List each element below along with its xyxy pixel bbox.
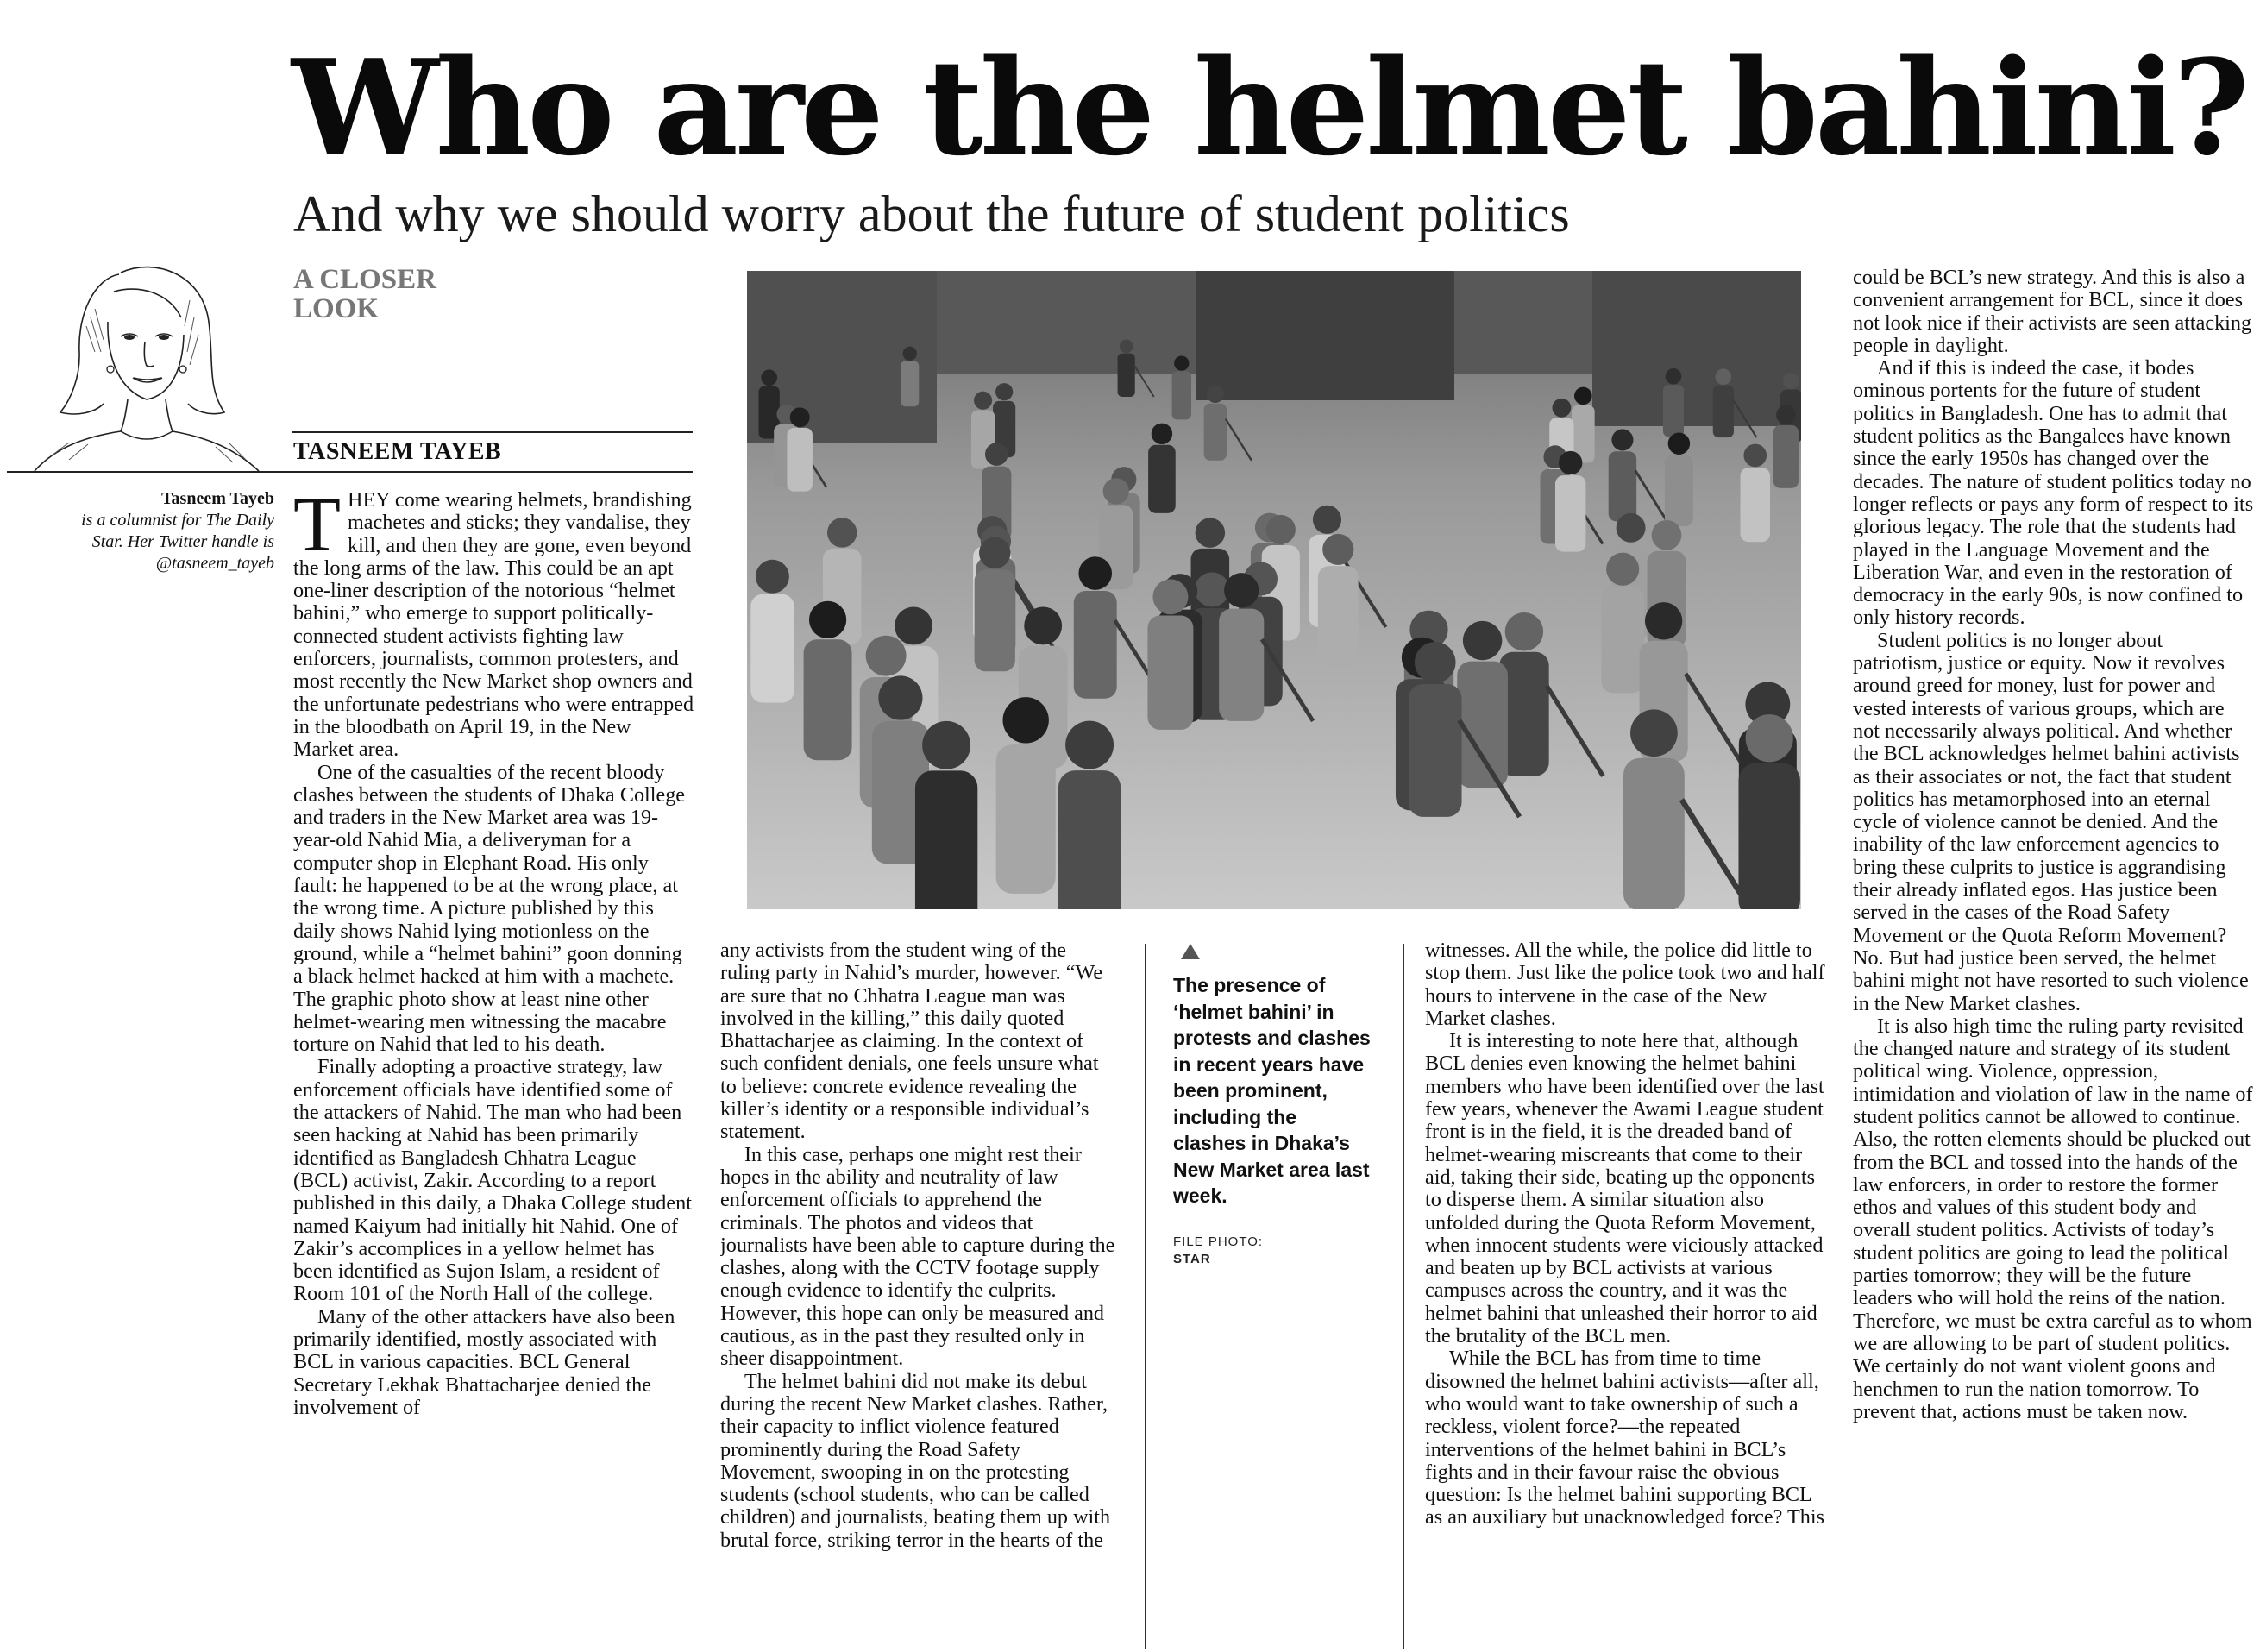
author-bio-text: is a columnist for The Daily Star. Her Twitter handle is @tasneem_tayeb bbox=[81, 511, 274, 573]
author-portrait-sketch bbox=[17, 240, 276, 473]
crowd-figure bbox=[1555, 451, 1585, 552]
article-column-1 bbox=[293, 489, 694, 1649]
crowd-figure bbox=[1457, 621, 1508, 788]
crowd-figure bbox=[1572, 387, 1595, 463]
paragraph: Many of the other attackers have also been primarily identified, mostly associated with BCL in various capacities. BCL General Secretary Lekhak Bhattacharjee denied the involvement of bbox=[293, 1304, 675, 1419]
crowd-figure bbox=[996, 697, 1056, 894]
article-column-5 bbox=[1853, 267, 2254, 1651]
article-column-4 bbox=[1425, 939, 1826, 1651]
portrait-rule bbox=[7, 471, 693, 473]
crowd-figure bbox=[1663, 368, 1684, 437]
paragraph: Student politics is no longer about patriotism, justice or equity. Now it revolves around greed for money, lust for power and vested interests of various groups, which are not necessarily always political. And whether the BCL acknowledges helmet bahini activists as their associates or not, the fact that student politics has metamorphosed into an eternal cycle of violence cannot be denied. And the inability of the law enforcement agencies to bring these culprits to justice is aggrandising their already inflated egos. Has justice been served in the cases of the Road Safety Movement or the Quota Reform Movement? No. But had justice been served, the helmet bahini might not have resorted to such violence in the New Market clashes. bbox=[1853, 628, 2249, 1015]
crowd-figure bbox=[804, 601, 852, 760]
crowd-figure bbox=[915, 721, 977, 909]
paragraph: any activists from the student wing of the ruling party in Nahid’s murder, however. “We are sure that no Chhatra League man was involved in the killing,” this daily quoted Bhattacharjee as claiming. In the context of such confident denials, one feels unsure what to believe: concrete evidence revealing the killer’s identity or a responsible individual’s statement. bbox=[720, 939, 1103, 1144]
column-divider bbox=[1403, 944, 1404, 1649]
crowd-figure bbox=[787, 407, 812, 491]
crowd-figure bbox=[1318, 534, 1359, 667]
crowd-figure bbox=[975, 537, 1015, 672]
photo-caption: The presence of ‘helmet bahini’ in protests and clashes in recent years have been prominent, including the clashes in Dhaka’s New Market area last week. bbox=[1173, 974, 1371, 1207]
paragraph: One of the casualties of the recent bloody clashes between the students of Dhaka College and traders in the New Market area was 19-year-old Nahid Mia, a deliveryman for a computer shop in Elephant Road. His only fault: he happened to be at the wrong place, at the wrong time. A picture published by this daily shows Nahid lying motionless on the ground, while a “helmet bahini” goon donning a black helmet hacked at him with a machete. The graphic photo show at least nine other helmet-wearing men witnessing the macabre torture on Nahid that led to his death. bbox=[293, 760, 686, 1057]
photo-credit bbox=[1173, 1234, 1372, 1268]
crowd-figure bbox=[1738, 714, 1799, 909]
paragraph: Finally adopting a proactive strategy, law enforcement officials have identified some of the attackers of Nahid. The man who had been seen hacking at Nahid has been primarily identified as Bangladesh Chhatra League (BCL) activist, Zakir. According to a report published in this daily, a Dhaka College student named Kaiyum had initially hit Nahid. One of Zakir’s accomplices in a yellow helmet has been identified as Sujon Islam, a resident of Room 101 of the North Hall of the college. bbox=[293, 1055, 692, 1306]
paragraph: could be BCL’s new strategy. And this is also a convenient arrangement for BCL, since it does not look nice if their activists are seen attacking people in daylight. bbox=[1853, 267, 2252, 357]
crowd-figure bbox=[1665, 433, 1693, 527]
kicker-line: A CLOSER bbox=[293, 264, 436, 295]
photo-credit-name: STAR bbox=[1173, 1251, 1211, 1266]
drop-cap: T bbox=[293, 489, 341, 568]
article-photo bbox=[747, 271, 1801, 909]
paragraph: And if this is indeed the case, it bodes ominous portents for the future of student politics in Bangladesh. One has to admit that student politics as the Bangalees have known since the early 1950s has changed over the decades. The nature of student politics today no longer reflects or pays any form of respect to its glorious legacy. The role that the students had played in the Language Movement and the Liberation War, and even in the restoration of democracy in the early 90s, is now confined to only history records. bbox=[1853, 356, 2254, 630]
paragraph: The helmet bahini did not make its debut during the recent New Market clashes. Rather, their capacity to inflict violence featured prominently during the Road Safety Movement, swooping in on the protesting students (school students, who can be called children) and journalists, beating them up with brutal force, striking terror in the hearts of the bbox=[720, 1369, 1111, 1552]
crowd-figure bbox=[1058, 721, 1121, 909]
photo-credit-label: FILE PHOTO: bbox=[1173, 1234, 1264, 1249]
byline: TASNEEM TAYEB bbox=[293, 438, 502, 465]
article-column-2 bbox=[720, 939, 1117, 1651]
triangle-up-icon bbox=[1180, 943, 1201, 960]
author-portrait bbox=[17, 240, 276, 473]
paragraph: It is also high time the ruling party revisited the changed nature and strategy of its student political wing. Violence, oppression, intimidation and violation of law in the name of student politics cannot be allowed to continue. Also, the rotten elements should be plucked out from the BCL and tossed into the hands of the law enforcers, in order to restore the former ethos and values of this student body and overall student politics. Activists of today’s student politics are going to lead the political parties tomorrow; they will be the future leaders who will hold the reins of the nation. Therefore, we must be extra careful as to whom we are allowing to be part of student politics. We certainly do not want violent goons and henchmen to run the nation tomorrow. To prevent that, actions must be taken now. bbox=[1853, 1014, 2253, 1423]
paragraph: witnesses. All the while, the police did little to stop them. Just like the police took two and half hours to intervene in the case of the New Market clashes. bbox=[1425, 939, 1825, 1030]
section-kicker bbox=[293, 265, 466, 323]
paragraph: While the BCL has from time to time disowned the helmet bahini activists—after all, who would want to take ownership of such a reckless, violent force?—the repeated interventions of the helmet bahini in BCL’s fights and in their favour raise the obvious question: Is the helmet bahini supporting BCL as an auxiliary but unacknowledged force? This bbox=[1425, 1347, 1824, 1530]
byline-rule bbox=[292, 431, 693, 433]
crowd-figure bbox=[1147, 579, 1193, 730]
crowd-figure bbox=[750, 560, 794, 703]
crowd-photo-image bbox=[747, 271, 1801, 909]
crowd-figure bbox=[1773, 405, 1799, 488]
crowd-figure bbox=[1148, 424, 1176, 513]
crowd-figure bbox=[1741, 444, 1770, 543]
paragraph: It is interesting to note here that, although BCL denies even knowing the helmet bahini members who have been identified over the last few years, whenever the Awami League student front is in the field, it is the dreaded band of helmet-wearing miscreants that come to their aid, taking their side, beating up the opponents to disperse them. A similar situation also unfolded during the Quota Reform Movement, when innocent students were viciously attacked and beaten up by BCL activists at various campuses across the country, and it was the helmet bahini that unleashed their horror to aid the brutality of the BCL men. bbox=[1425, 1029, 1824, 1348]
paragraph: In this case, perhaps one might rest their hopes in the ability and neutrality of law enforcement officials to apprehend the criminals. The photos and videos that journalists have been able to capture during the clashes, along with the CCTV footage supply enough evidence to identify the culprits. However, this hope can only be measured and cautious, as in the past they resulted only in sheer disappointment. bbox=[720, 1142, 1115, 1371]
kicker-line: LOOK bbox=[293, 293, 380, 324]
crowd-figure bbox=[901, 347, 919, 407]
paragraph-text: HEY come wearing helmets, brandishing machetes and sticks; they vandalise, they kill, and then they are gone, even beyond the long arms of the law. This could be an apt one-liner description of the notorious “helmet bahini,” who emerge to support politically-connected student activists fighting law enforcers, journalists, common protesters, and most recently the New Market shop owners and the unfortunate pedestrians who were entrapped in the bloodbath on April 19, in the New Market area. bbox=[293, 489, 694, 762]
paragraph bbox=[293, 489, 694, 762]
photo-caption-box bbox=[1173, 943, 1372, 1305]
author-bio bbox=[52, 488, 274, 575]
crowd-figure bbox=[1019, 607, 1068, 769]
crowd-figure bbox=[1601, 553, 1643, 694]
column-divider bbox=[1145, 944, 1146, 1649]
subheadline: And why we should worry about the future of student politics bbox=[293, 185, 1570, 242]
crowd-figure bbox=[1172, 355, 1191, 419]
author-bio-name: Tasneem Tayeb bbox=[161, 489, 274, 508]
headline: Who are the helmet bahini? bbox=[292, 30, 2247, 185]
